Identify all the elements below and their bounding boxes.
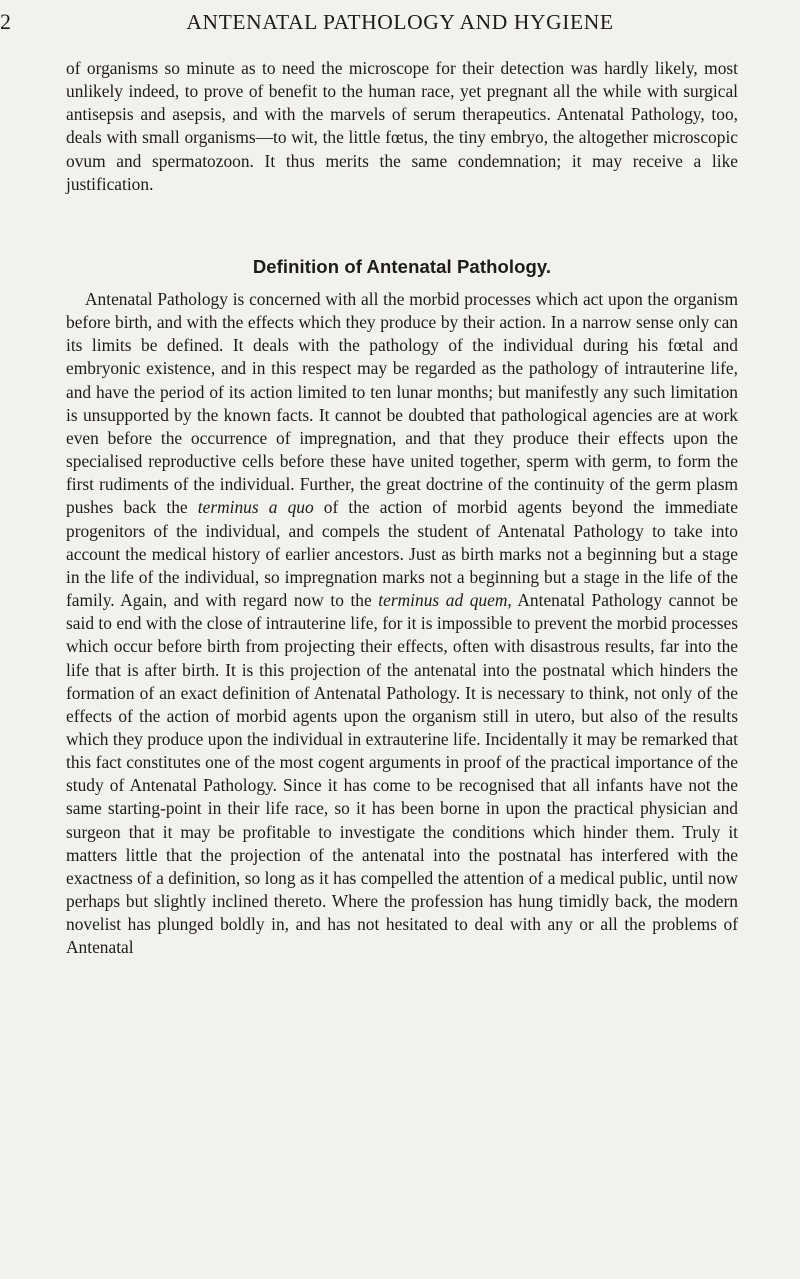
latin-phrase-terminus-a-quo: terminus a quo (197, 497, 314, 518)
definition-paragraph (66, 288, 738, 960)
latin-phrase-terminus-ad-quem: terminus ad quem (378, 590, 508, 611)
continued-paragraph (66, 57, 738, 196)
paragraph-text: of organisms so minute as to need the microscope for their detection was hardly likely, most unlikely indeed, to prove of benefit to the human race, yet pregnant all the while with surgical antisepsis and asepsis, and with the marvels of serum therapeutics. Antenatal Pathology, too, deals with small organisms—to wit, the little fœtus, the tiny embryo, the altogether microscopic ovum and spermatozoon. It thus merits the same condemnation; it may receive a like justification. (66, 58, 738, 194)
text-run: , Antenatal Pathology cannot be said to end with the close of intrauterine life, for it is impossible to prevent the morbid processes which occur before birth from projecting their effects, often with disastrous results, far into the life that is after birth. It is this projection of the antenatal into the postnatal which hinders the formation of an exact definition of Antenatal Pathology. It is necessary to think, not only of the effects of the action of morbid agents upon the organism still in utero, but also of the results which they produce upon the individual in extrauterine life. Incidentally it may be remarked that this fact constitutes one of the most cogent arguments in proof of the practical importance of the study of Antenatal Pathology. Since it has come to be recognised that all infants have not the same starting-point in their life race, so it has been borne in upon the practical physician and surgeon that it may be profitable to investigate the conditions which hinder them. Truly it matters little that the projection of the antenatal into the postnatal has interfered with the exactness of a definition, so long as it has compelled the attention of a medical public, until now perhaps but slightly inclined thereto. Where the profession has hung timidly back, the modern novelist has plunged boldly in, and has not hesitated to deal with any or all the problems of Antenatal (66, 590, 738, 958)
running-title: ANTENATAL PATHOLOGY AND HYGIENE (186, 10, 614, 34)
page-number: 2 (0, 9, 11, 34)
section-heading: Definition of Antenatal Pathology. (252, 256, 552, 277)
running-header (0, 7, 800, 37)
paragraph-text (66, 288, 738, 960)
text-run: Antenatal Pathology is concerned with all the morbid processes which act upon the organism before birth, and with the effects which they produce by their action. In a narrow sense only can its limits be defined. It deals with the pathology of the individual during his fœtal and embryonic existence, and in this respect may be regarded as the pathology of intrauterine life, and have the period of its action limited to ten lunar months; but manifestly any such limitation is unsupported by the known facts. It cannot be doubted that pathological agencies are at work even before the occurrence of impregnation, and that they produce their effects upon the specialised reproductive cells before these have united together, sperm with germ, to form the first rudiments of the individual. Further, the great doctrine of the continuity of the germ plasm pushes back the (66, 289, 738, 518)
text-run: of the action of morbid agents beyond the immediate progenitors of the individual, and compels the student of Antenatal Pathology to take into account the medical history of earlier ancestors. Just as birth marks not a beginning but a stage in the life of the individual, so impregnation marks not a beginning but a stage in the life of the family. Again, and with regard now to the (66, 497, 738, 611)
